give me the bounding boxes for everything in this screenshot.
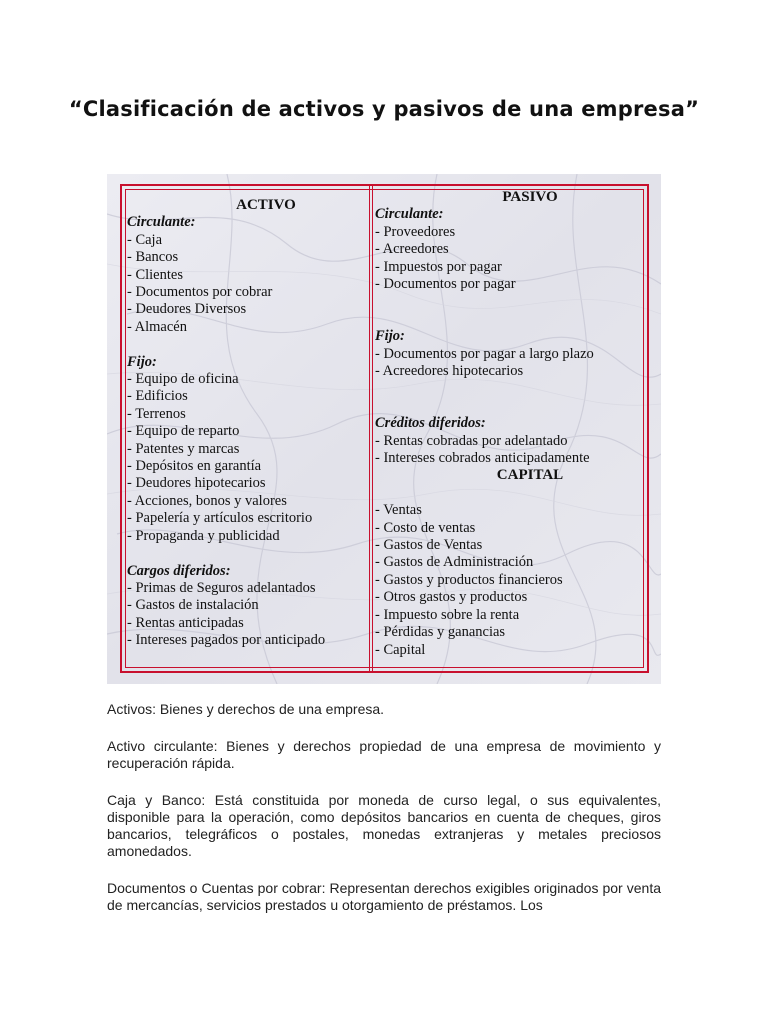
list-item: - Rentas cobradas por adelantado xyxy=(375,432,568,449)
paragraph-documentos-cobrar: Documentos o Cuentas por cobrar: Representan derechos exigibles originados por venta de mercancías, servicios prestados u otorgamiento de préstamos. Los xyxy=(107,880,661,913)
list-item: - Edificios xyxy=(127,388,188,405)
list-item: - Documentos por pagar xyxy=(375,276,516,293)
page-title: “Clasificación de activos y pasivos de una empresa” xyxy=(68,97,700,121)
activo-circulante-heading: Circulante: xyxy=(127,214,196,231)
list-item: - Capital xyxy=(375,641,426,658)
list-item: - Acreedores xyxy=(375,241,449,258)
list-item: - Equipo de oficina xyxy=(127,371,239,388)
pasivo-column xyxy=(375,186,645,659)
list-item: - Ventas xyxy=(375,502,422,519)
list-item: - Primas de Seguros adelantados xyxy=(127,579,316,596)
list-item: - Otros gastos y productos xyxy=(375,589,528,606)
list-item: - Proveedores xyxy=(375,223,456,240)
capital-header: CAPITAL xyxy=(496,467,564,484)
list-item: - Intereses cobrados anticipadamente xyxy=(375,450,590,467)
list-item: - Intereses pagados por anticipado xyxy=(127,632,326,649)
pasivo-fijo-heading: Fijo: xyxy=(375,328,405,345)
list-item: - Papelería y artículos escritorio xyxy=(127,510,313,527)
list-item: - Equipo de reparto xyxy=(127,423,240,440)
list-item: - Gastos de instalación xyxy=(127,597,259,614)
list-item: - Rentas anticipadas xyxy=(127,614,244,631)
list-item: - Clientes xyxy=(127,266,183,283)
paragraph-activo-circulante: Activo circulante: Bienes y derechos propiedad de una empresa de movimiento y recuperación rápida. xyxy=(107,738,661,771)
list-item: - Patentes y marcas xyxy=(127,440,240,457)
paragraph-activos: Activos: Bienes y derechos de una empresa. xyxy=(107,701,385,717)
paragraph-caja-banco: Caja y Banco: Está constituida por moneda de curso legal, o sus equivalentes, disponible para la operación, como depósitos bancarios en cuenta de cheques, giros bancarios, telegráficos o postales, monedas extranjeras y metales preciosos amonedados. xyxy=(107,792,661,859)
activo-fijo-heading: Fijo: xyxy=(127,353,157,370)
list-item: - Documentos por cobrar xyxy=(127,284,273,301)
list-item: - Gastos de Ventas xyxy=(375,537,483,554)
list-item: - Impuesto sobre la renta xyxy=(375,606,520,623)
classification-table-image xyxy=(107,174,661,684)
column-divider xyxy=(369,184,373,673)
list-item: - Terrenos xyxy=(127,405,186,422)
list-item: - Gastos de Administración xyxy=(375,554,534,571)
activo-column xyxy=(127,186,365,650)
list-item: - Depósitos en garantía xyxy=(127,458,262,475)
list-item: - Impuestos por pagar xyxy=(375,258,502,275)
list-item: - Acciones, bonos y valores xyxy=(127,492,287,509)
list-item: - Documentos por pagar a largo plazo xyxy=(375,345,594,362)
list-item: - Bancos xyxy=(127,249,179,266)
list-item: - Acreedores hipotecarios xyxy=(375,363,524,380)
list-item: - Costo de ventas xyxy=(375,519,476,536)
list-item: - Almacén xyxy=(127,318,187,335)
list-item: - Caja xyxy=(127,231,163,248)
pasivo-circulante-heading: Circulante: xyxy=(375,206,444,223)
list-item: - Propaganda y publicidad xyxy=(127,527,280,544)
pasivo-creditos-diferidos-heading: Créditos diferidos: xyxy=(375,415,486,432)
activo-header: ACTIVO xyxy=(236,197,296,213)
list-item: - Gastos y productos financieros xyxy=(375,571,563,588)
pasivo-header: PASIVO xyxy=(502,189,558,205)
activo-cargos-diferidos-heading: Cargos diferidos: xyxy=(127,562,231,579)
list-item: - Deudores Diversos xyxy=(127,301,247,318)
list-item: - Pérdidas y ganancias xyxy=(375,624,506,641)
list-item: - Deudores hipotecarios xyxy=(127,475,266,492)
